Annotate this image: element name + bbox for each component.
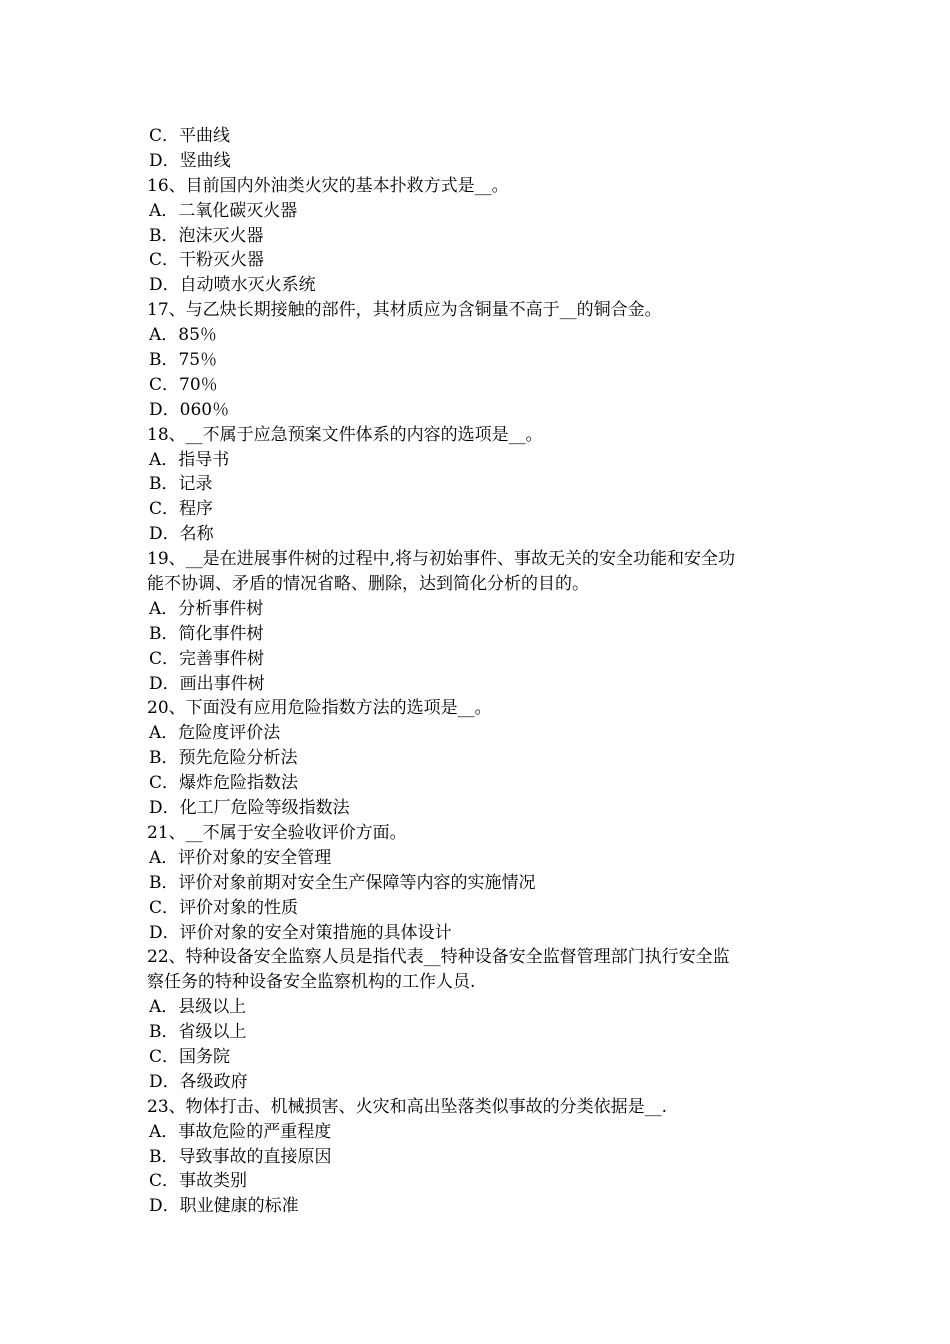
question-text-line: 19、__是在进展事件树的过程中,将与初始事件、事故无关的安全功能和安全功 [147,549,736,570]
answer-option: A．事故危险的严重程度 [149,1121,332,1142]
answer-option: B．75％ [149,350,218,371]
answer-option: C．事故类别 [149,1171,248,1192]
answer-option: B．评价对象前期对安全生产保障等内容的实施情况 [149,872,536,893]
answer-option: A．评价对象的安全管理 [149,847,332,868]
answer-option: C．平曲线 [149,126,231,146]
answer-option: D．自动喷水灭火系统 [149,275,316,296]
question-text-line: 23、物体打击、机械损害、火灾和高出坠落类似事故的分类依据是__. [147,1096,668,1117]
answer-option: D．060％ [149,399,230,420]
document-page [0,124,950,1219]
question-text-line: 察任务的特种设备安全监察机构的工作人员. [147,972,476,993]
answer-option: C．干粉灭火器 [149,250,265,271]
answer-option: C．程序 [149,499,214,520]
answer-option: A．县级以上 [149,997,247,1018]
answer-option: C．70％ [149,374,218,395]
question-text-line: 20、下面没有应用危险指数方法的选项是__。 [147,698,492,719]
question-text-line: 18、__不属于应急预案文件体系的内容的选项是__。 [147,424,543,445]
answer-option: B．记录 [149,474,213,495]
question-text-line: 17、与乙炔长期接触的部件，其材质应为含铜量不高于__的铜合金。 [147,300,662,321]
answer-option: A．85％ [149,325,217,346]
answer-option: B．泡沫灭火器 [149,225,264,246]
question-text-line: 16、目前国内外油类火灾的基本扑救方式是__。 [147,175,509,196]
answer-option: D．化工厂危险等级指数法 [149,798,350,819]
answer-option: C．完善事件树 [149,648,265,669]
question-text-line: 22、特种设备安全监察人员是指代表__特种设备安全监督管理部门执行安全监 [147,947,730,968]
answer-option: B．简化事件树 [149,623,264,644]
answer-option: C．评价对象的性质 [149,897,299,918]
answer-option: D．评价对象的安全对策措施的具体设计 [149,922,452,943]
answer-option: D．画出事件树 [149,673,265,694]
answer-option: C．爆炸危险指数法 [149,773,299,794]
answer-option: C．国务院 [149,1046,231,1067]
answer-option: A．二氧化碳灭火器 [149,200,298,221]
answer-option: B．省级以上 [149,1022,247,1043]
answer-option: D．职业健康的标准 [149,1196,299,1217]
answer-option: A．危险度评价法 [149,723,281,744]
answer-option: A．分析事件树 [149,598,264,619]
answer-option: D．各级政府 [149,1071,248,1092]
question-text-line: 21、__不属于安全验收评价方面。 [147,822,407,843]
answer-option: A．指导书 [149,449,230,470]
answer-option: B．导致事故的直接原因 [149,1146,332,1167]
question-text-line: 能不协调、矛盾的情况省略、删除，达到简化分析的目的。 [147,574,589,595]
answer-option: B．预先危险分析法 [149,748,298,769]
answer-option: D．竖曲线 [149,150,231,171]
answer-option: D．名称 [149,524,214,545]
